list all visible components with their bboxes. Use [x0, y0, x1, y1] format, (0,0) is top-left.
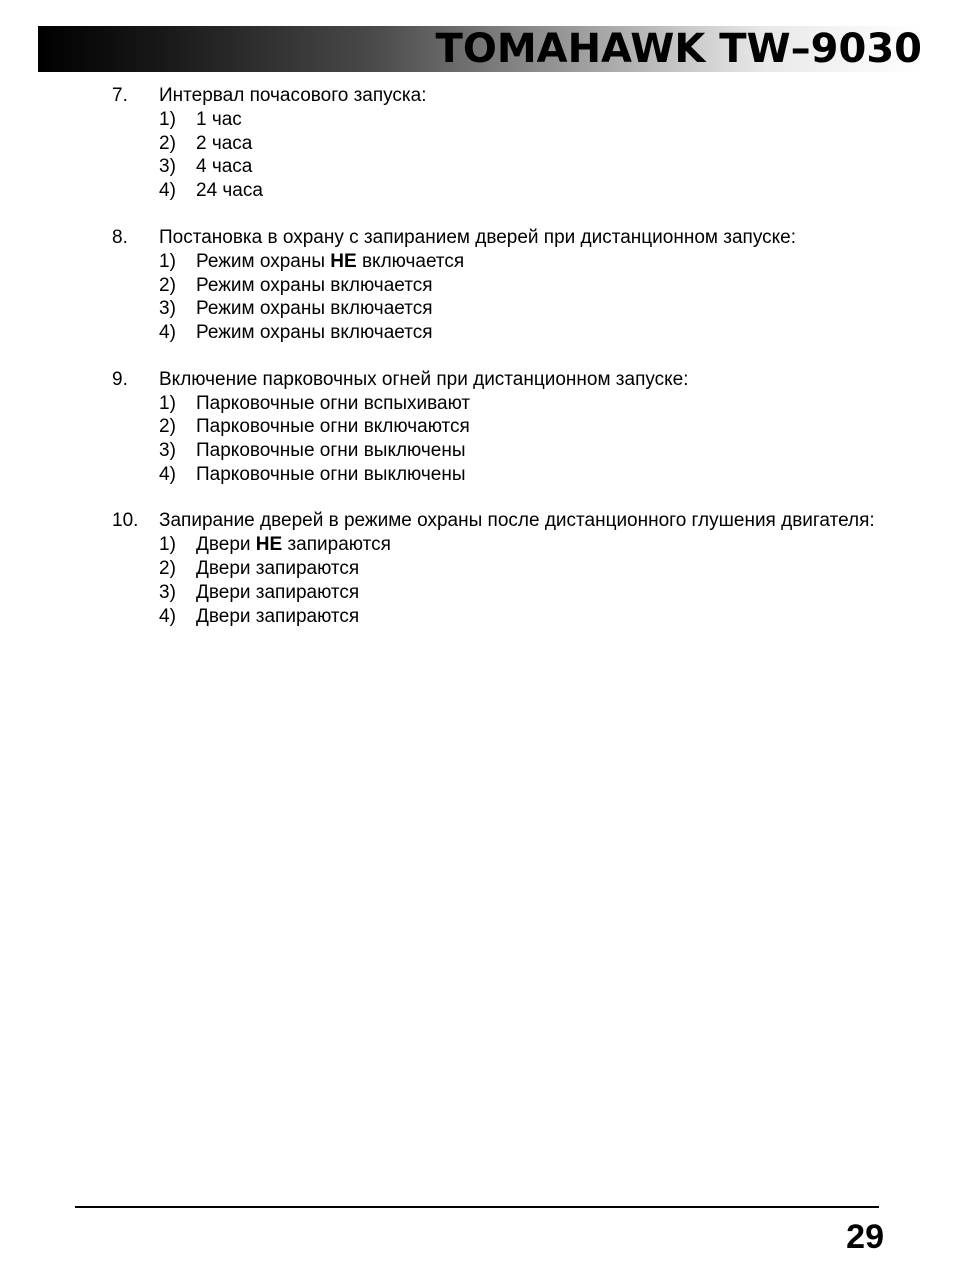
- questions-list: [112, 84, 880, 651]
- option-item: [159, 581, 880, 605]
- option-item: [159, 155, 880, 179]
- option-number: 1): [159, 392, 176, 414]
- question-9: [112, 368, 880, 487]
- option-number: 3): [159, 581, 176, 603]
- option-list: [159, 250, 880, 345]
- page-number: 29: [846, 1218, 884, 1256]
- question-text: Интервал почасового запуска:: [159, 85, 427, 106]
- question-8: [112, 226, 880, 345]
- option-number: 2): [159, 274, 176, 296]
- header-title: TOMAHAWK TW–9030: [435, 26, 922, 72]
- option-text: 24 часа: [196, 180, 263, 202]
- option-text: Режим охраны включается: [196, 274, 433, 296]
- option-number: 4): [159, 180, 176, 202]
- option-number: 4): [159, 605, 176, 627]
- footer-divider: [75, 1206, 879, 1208]
- option-number: 2): [159, 416, 176, 438]
- question-text: Включение парковочных огней при дистанционном запуске:: [159, 368, 689, 390]
- option-text: 1 час: [196, 109, 242, 130]
- option-item: [159, 250, 880, 274]
- option-text: Парковочные огни включаются: [196, 416, 470, 438]
- option-number: 2): [159, 132, 176, 154]
- question-number: 8.: [112, 226, 128, 248]
- option-number: 3): [159, 156, 176, 178]
- question-text: Постановка в охрану с запиранием дверей при дистанционном запуске:: [159, 226, 796, 248]
- option-item: [159, 533, 880, 557]
- option-text: Парковочные огни выключены: [196, 440, 466, 462]
- question-7: [112, 84, 880, 203]
- option-text: Парковочные огни выключены: [196, 463, 466, 485]
- option-number: 1): [159, 109, 176, 130]
- question-text: Запирание дверей в режиме охраны после дистанционного глушения двигателя:: [159, 510, 875, 532]
- option-number: 2): [159, 558, 176, 580]
- option-item: [159, 132, 880, 156]
- option-text: Двери НЕ запираются: [196, 534, 391, 556]
- option-item: [159, 274, 880, 298]
- option-item: [159, 179, 880, 203]
- option-number: 3): [159, 298, 176, 320]
- question-number: 10.: [112, 510, 139, 532]
- option-number: 4): [159, 321, 176, 343]
- option-text: Режим охраны включается: [196, 298, 433, 320]
- option-item: [159, 321, 880, 345]
- question-number: 9.: [112, 368, 128, 390]
- option-number: 1): [159, 534, 176, 556]
- option-number: 3): [159, 440, 176, 462]
- option-item: [159, 108, 880, 132]
- option-list: [159, 392, 880, 487]
- option-list: [159, 108, 880, 203]
- option-item: [159, 297, 880, 321]
- question-number: 7.: [112, 85, 128, 106]
- option-number: 1): [159, 250, 176, 272]
- option-item: [159, 557, 880, 581]
- option-list: [159, 533, 880, 628]
- option-text: Режим охраны НЕ включается: [196, 250, 465, 272]
- option-text: Парковочные огни вспыхивают: [196, 392, 471, 414]
- option-text: Режим охраны включается: [196, 321, 433, 343]
- option-item: [159, 392, 880, 416]
- option-text: Двери запираются: [196, 581, 360, 603]
- question-10: [112, 509, 880, 628]
- option-number: 4): [159, 463, 176, 485]
- option-item: [159, 439, 880, 463]
- option-text: 2 часа: [196, 132, 253, 154]
- option-text: Двери запираются: [196, 605, 360, 627]
- option-text: 4 часа: [196, 156, 253, 178]
- option-item: [159, 463, 880, 487]
- option-item: [159, 605, 880, 629]
- option-text: Двери запираются: [196, 558, 360, 580]
- option-item: [159, 415, 880, 439]
